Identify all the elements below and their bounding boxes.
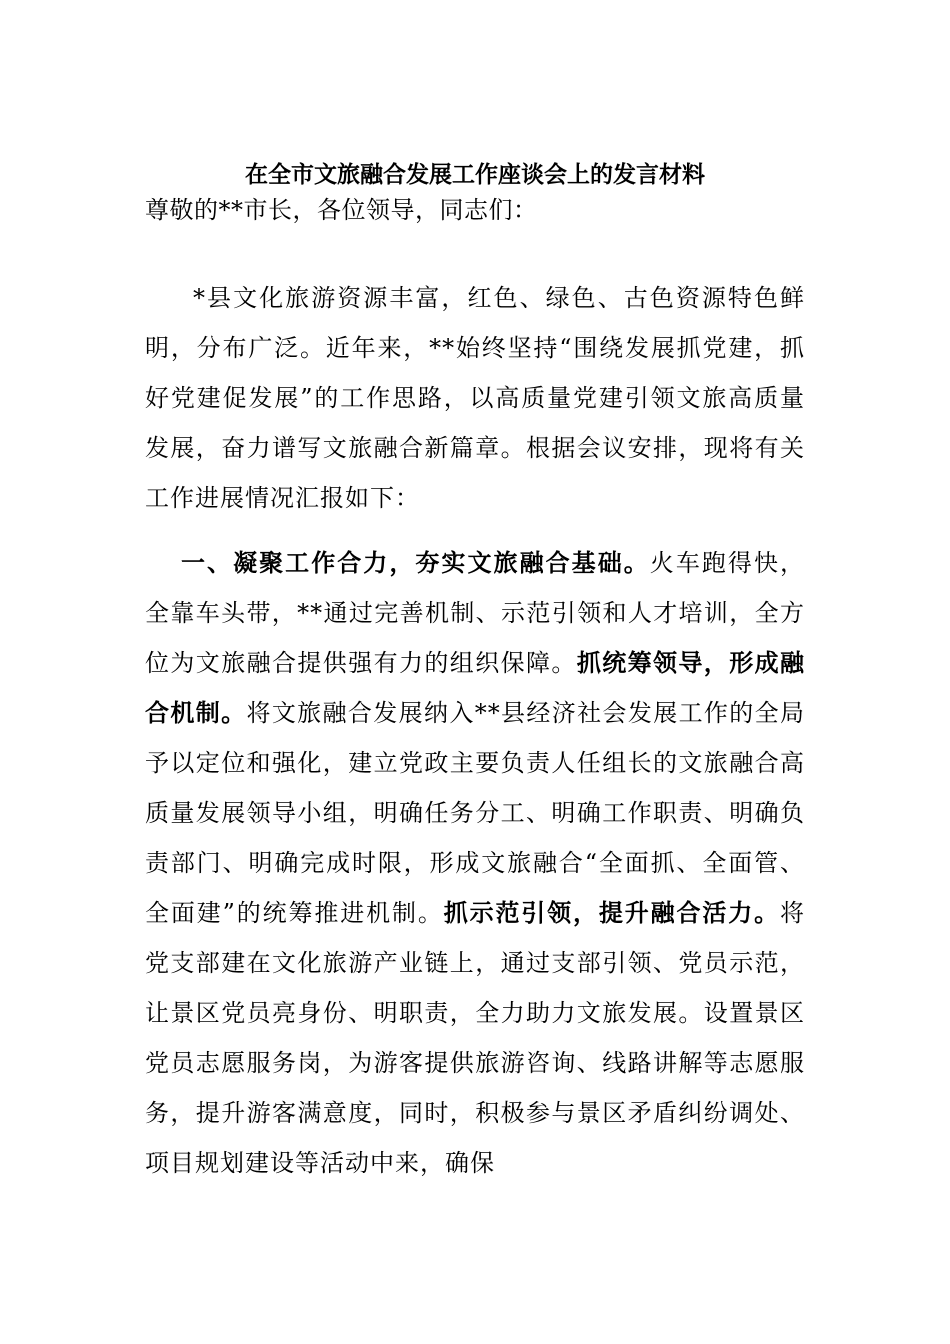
salutation: 尊敬的**市长，各位领导，同志们： bbox=[145, 196, 538, 224]
subsection-2-text: 将党支部建在文化旅游产业链上，通过支部引领、党员示范，让景区党员亮身份、明职责，全力助力文旅发展。设置景区党员志愿服务岗，为游客提供旅游咨询、线路讲解等志愿服务，提升游客满意度，同时，积极参与景区矛盾纠纷调处、项目规划建设等活动中来，确保 bbox=[145, 899, 805, 1177]
document-title: 在全市文旅融合发展工作座谈会上的发言材料 bbox=[245, 162, 705, 188]
subsection-1-heading: 抓统筹领导，形成融合机制。 bbox=[145, 649, 806, 727]
subsection-2-heading: 抓示范引领，提升融合活力。 bbox=[443, 899, 780, 927]
subsection-1-text: 将文旅融合发展纳入**县经济社会发展工作的全局予以定位和强化，建立党政主要负责人任组长的文旅融合高质量发展领导小组，明确任务分工、明确工作职责、明确负责部门、明确完成时限，形成文旅融合“全面抓、全面管、全面建”的统筹推进机制。 bbox=[145, 699, 806, 927]
section-1-heading: 一、凝聚工作合力，夯实文旅融合基础。 bbox=[181, 549, 650, 577]
paragraph-section-1 bbox=[145, 538, 805, 1188]
paragraph-intro: *县文化旅游资源丰富，红色、绿色、古色资源特色鲜明，分布广泛。近年来，**始终坚持“围绕发展抓党建，抓好党建促发展”的工作思路，以高质量党建引领文旅高质量发展，奋力谱写文旅融合新篇章。根据会议安排，现将有关工作进展情况汇报如下： bbox=[145, 284, 805, 512]
section-1-intro: 火车跑得快，全靠车头带，**通过完善机制、示范引领和人才培训，全方位为文旅融合提供强有力的组织保障。 bbox=[145, 549, 805, 677]
